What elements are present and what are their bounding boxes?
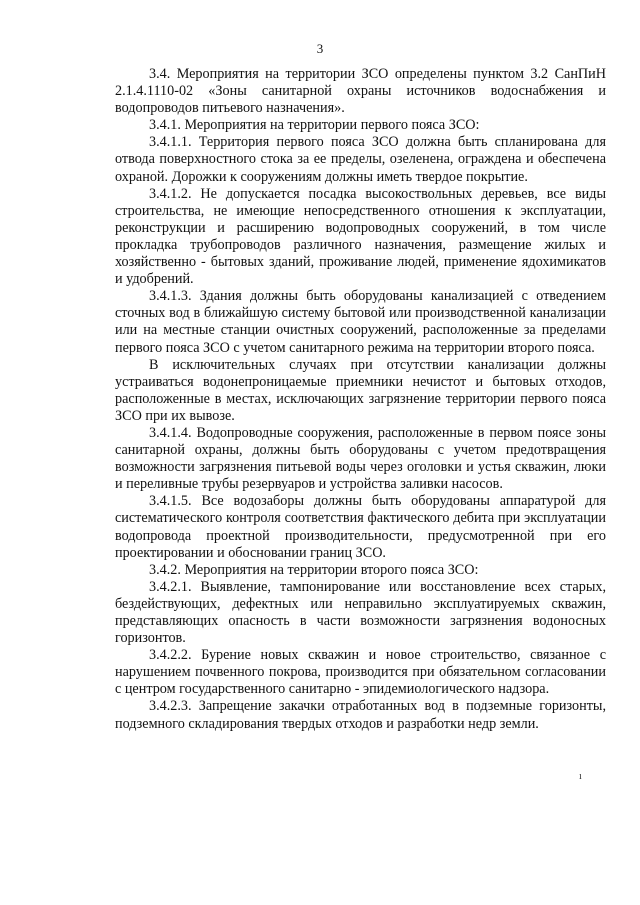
paragraph-3-4: 3.4. Мероприятия на территории ЗСО определены пунктом 3.2 СанПиН 2.1.4.1110-02 «Зоны санитарной охраны источников водоснабжения и водопроводов питьевого назначения». (115, 66, 606, 117)
paragraph-3-4-2-2: 3.4.2.2. Бурение новых скважин и новое строительство, связанное с нарушением почвенного покрова, производится при обязательном согласовании с центром государственного санитарно - эпидемиологического надзора. (115, 647, 606, 698)
stray-mark: ı (579, 771, 582, 782)
paragraph-3-4-2-3: 3.4.2.3. Запрещение закачки отработанных вод в подземные горизонты, подземного складирования твердых отходов и разработки недр земли. (115, 698, 606, 732)
document-body (115, 66, 606, 733)
paragraph-3-4-1-2: 3.4.1.2. Не допускается посадка высокоствольных деревьев, все виды строительства, не имеющие непосредственного отношения к эксплуатации, реконструкции и расширению водопроводных сооружений, в том числе прокладка трубопроводов различного назначения, размещение жилых и хозяйственно - бытовых зданий, проживание людей, применение ядохимикатов и удобрений. (115, 185, 606, 288)
paragraph-3-4-1-4: 3.4.1.4. Водопроводные сооружения, расположенные в первом поясе зоны санитарной охраны, должны быть оборудованы с учетом предотвращения возможности загрязнения питьевой воды через оголовки и устья скважин, люки и переливные трубы резервуаров и устройства заливки насосов. (115, 424, 606, 493)
paragraph-exceptional-cases: В исключительных случаях при отсутствии канализации должны устраиваться водонепроницаемые приемники нечистот и бытовых отходов, расположенные в местах, исключающих загрязнение территории первого пояса ЗСО при их вывозе. (115, 356, 606, 424)
paragraph-3-4-1-5: 3.4.1.5. Все водозаборы должны быть оборудованы аппаратурой для систематического контроля соответствия фактического дебита при эксплуатации водопровода проектной производительности, предусмотренной при его проектировании и обосновании границ ЗСО. (115, 493, 606, 561)
paragraph-3-4-2-1: 3.4.2.1. Выявление, тампонирование или восстановление всех старых, бездействующих, дефектных или неправильно эксплуатируемых скважин, представляющих опасность в части возможности загрязнения водоносных горизонтов. (115, 578, 606, 647)
paragraph-3-4-1-1: 3.4.1.1. Территория первого пояса ЗСО должна быть спланирована для отвода поверхностного стока за ее пределы, озеленена, ограждена и обеспечена охраной. Дорожки к сооружениям должны иметь твердое покрытие. (115, 134, 606, 185)
page-number: 3 (316, 41, 324, 56)
paragraph-3-4-2: 3.4.2. Мероприятия на территории второго пояса ЗСО: (149, 561, 479, 578)
paragraph-3-4-1: 3.4.1. Мероприятия на территории первого пояса ЗСО: (149, 117, 480, 134)
paragraph-3-4-1-3: 3.4.1.3. Здания должны быть оборудованы канализацией с отведением сточных вод в ближайшую систему бытовой или производственной канализации или на местные станции очистных сооружений, расположенные за пределами первого пояса ЗСО с учетом санитарного режима на территории второго пояса. (115, 288, 606, 356)
